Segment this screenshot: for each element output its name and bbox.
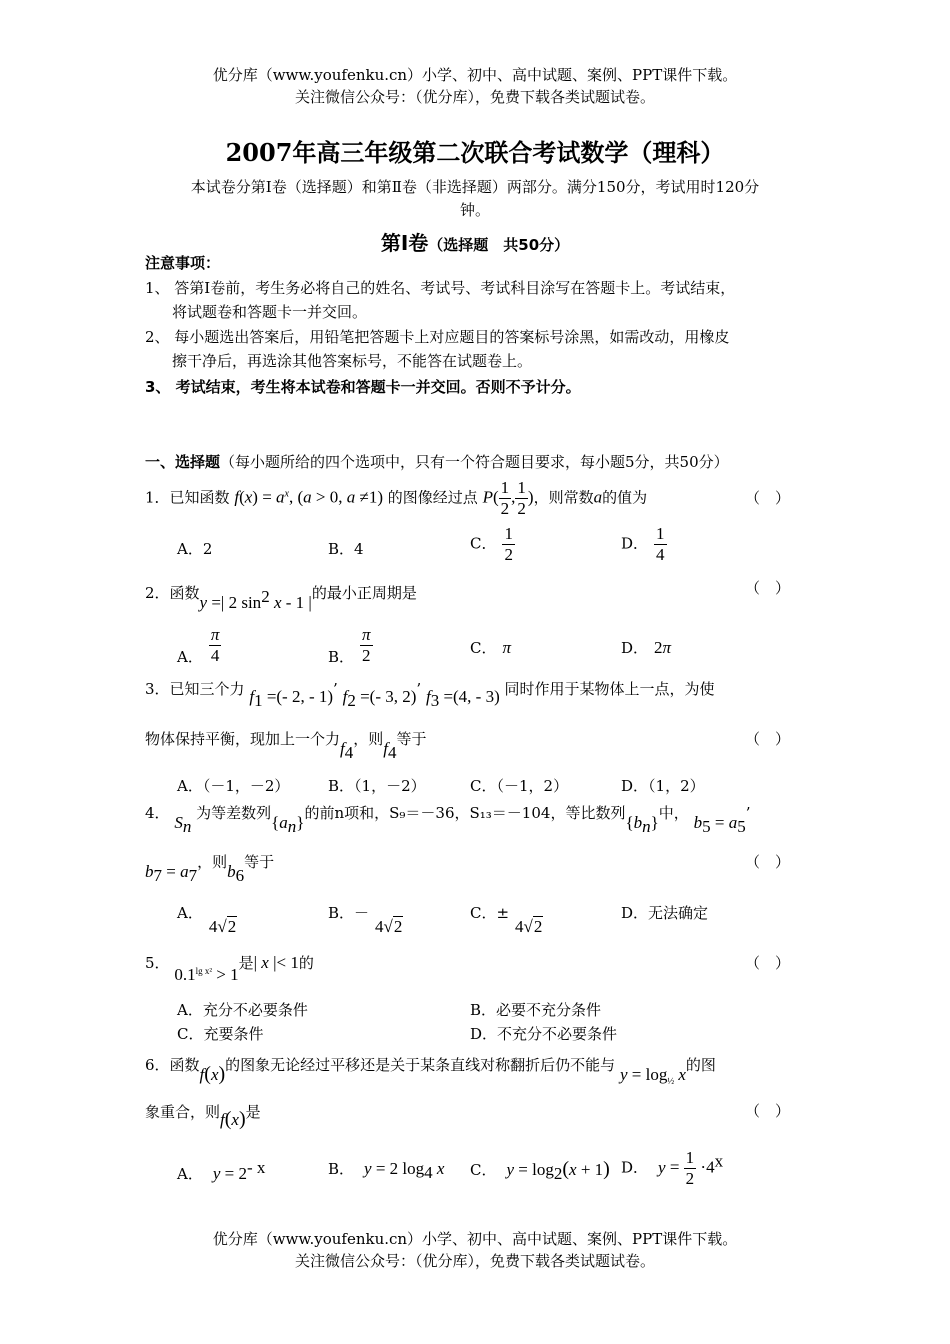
q6-option-a: A． $y = 2^{- x}$	[177, 1158, 266, 1183]
q4-text-e: 等于	[244, 853, 275, 871]
q3-answer-paren: （ ）	[745, 730, 791, 748]
q5-answer-paren: （ ）	[745, 954, 791, 972]
q6-text-c: 的图	[685, 1056, 716, 1074]
note-2-line-a: 2、 每小题选出答案后，用铅笔把答题卡上对应题目的答案标号涂黑，如需改动，用橡皮	[145, 328, 730, 346]
q3-option-d: D．（1，2）	[621, 777, 705, 795]
q4-text-b: 的前n项和，S₉＝－36，S₁₃＝－104，等比数列	[304, 804, 626, 822]
q4-num: 4．	[145, 804, 170, 822]
q5-num: 5．	[145, 954, 170, 972]
q6-text-d: 象重合，则	[145, 1103, 221, 1121]
q6-option-c: C． $y = \log_2(x + 1)$	[470, 1158, 610, 1183]
q6-option-d: D． y = $\frac{1}{2}$ $\cdot 4^x$	[621, 1148, 724, 1188]
q4-answer-paren: （ ）	[745, 853, 791, 871]
header-line-1: 优分库（www.youfenku.cn）小学、初中、高中试题、案例、PPT课件下载。	[212, 66, 738, 84]
question-4-line-2: $b_7 = a_7$，则$b_6$等于	[145, 853, 275, 885]
q3-option-c: C．（－1，2）	[470, 777, 569, 795]
q4-text-a: 为等差数列	[196, 804, 272, 822]
q2-answer-paren: （ ）	[745, 579, 791, 597]
q2-option-a: A． $\frac{\pi}{4}$	[177, 625, 220, 666]
q1-answer-paren: （ ）	[745, 489, 791, 507]
note-3: 3、 考试结束，考生将本试卷和答题卡一并交回。否则不予计分。	[145, 378, 581, 396]
q1-text-a: 1．已知函数	[145, 488, 230, 507]
question-6-line-2: 象重合，则f(x)是	[145, 1103, 261, 1130]
section-title	[0, 227, 950, 256]
q2-option-d: D． 2π	[621, 638, 672, 657]
q1-option-a: A．2	[177, 540, 213, 558]
question-1: 1．已知函数 $f(x) = a^x$, (a > 0, a ≠1) 的图像经过点 P( $\frac{1}{2}$ , $\frac{1}{2}$ )，则常数a的值为	[145, 478, 648, 518]
q3-option-b: B．（1，－2）	[328, 777, 426, 795]
q4-option-b: B．－4√2	[328, 904, 403, 936]
q2-option-b: B． $\frac{\pi}{2}$	[328, 625, 371, 666]
q4-option-c: C．±4√2	[470, 904, 543, 936]
intro-line-2: 钟。	[459, 201, 490, 219]
note-1-line-a: 1、 答第Ⅰ卷前，考生务必将自己的姓名、考试号、考试科目涂写在答题卡上。考试结束，	[145, 279, 736, 297]
note-1-line-b: 将试题卷和答题卡一并交回。	[172, 303, 368, 321]
question-5: 5． $0.1^{lg x^2} > 1$是| x |< 1的	[145, 953, 314, 984]
q5-text-a: 是	[238, 954, 254, 972]
q6-option-b: B． y = 2 $\log_4 x$	[328, 1159, 445, 1182]
q2-text-a: 2．函数	[145, 584, 200, 602]
q5-text-b: 的	[298, 954, 314, 972]
q1-text-d: 的值为	[602, 488, 648, 507]
q2-text-b: 的最小正周期是	[311, 584, 417, 602]
q1-option-d: D． $\frac{1}{4}$	[621, 524, 665, 564]
q3-text-c: 物体保持平衡，现加上一个力	[145, 730, 341, 748]
q4-option-a: A．4√2	[177, 904, 237, 936]
part-one-heading	[145, 451, 729, 472]
footer-line-2: 关注微信公众号：（优分库），免费下载各类试题试卷。	[294, 1252, 655, 1270]
q6-answer-paren: （ ）	[745, 1102, 791, 1120]
q2-option-c: C． π	[470, 638, 512, 657]
q5-option-b: B．必要不充分条件	[470, 1001, 602, 1019]
q6-text-a: 6．函数	[145, 1056, 200, 1074]
part-one-label: 一、选择题	[145, 453, 221, 471]
q3-text-b: 同时作用于某物体上一点，为使	[504, 680, 715, 698]
notes-heading: 注意事项：	[145, 254, 221, 272]
q1-option-b: B．4	[328, 540, 364, 558]
section-title-main: 第Ⅰ卷	[380, 231, 429, 255]
q3-text-e: 等于	[396, 730, 427, 748]
q1-frac-1: $\frac{1}{2}$	[500, 478, 510, 518]
q4-text-d: ，则	[197, 853, 228, 871]
q5-option-d: D．不充分不必要条件	[470, 1025, 618, 1043]
question-4: 4． $S_n$ 为等差数列$\{a_n\}$的前n项和，S₉＝－36，S₁₃＝－104，等比数列$\{b_n\}$中， $b_5 = a_5$’	[145, 804, 751, 836]
q5-option-c: C．充要条件	[177, 1025, 264, 1043]
q3-option-a: A．（－1，－2）	[177, 777, 290, 795]
part-one-desc: （每小题所给的四个选项中，只有一个符合题目要求，每小题5分，共50分）	[220, 453, 729, 471]
question-2: 2．函数y =| 2 $\sin^2 x - 1$ |的最小正周期是	[145, 584, 417, 612]
q4-option-d: D．无法确定	[621, 904, 709, 922]
footer-line-1: 优分库（www.youfenku.cn）小学、初中、高中试题、案例、PPT课件下载。	[212, 1230, 738, 1248]
question-3: 3．已知三个力 $f_1$ =(- 2, - 1)’ $f_2$ =(- 3, 2)’ $f_3 =(4$, - 3) 同时作用于某物体上一点，为使	[145, 680, 715, 710]
intro-line-1: 本试卷分第Ⅰ卷（选择题）和第Ⅱ卷（非选择题）两部分。满分150分，考试用时120分	[190, 178, 760, 196]
q5-option-a: A．充分不必要条件	[177, 1001, 308, 1019]
q1-formula-f: f	[234, 487, 240, 507]
q6-text-b: 的图象无论经过平移还是关于某条直线对称翻折后仍不能与	[225, 1056, 616, 1074]
q6-text-e: 是	[245, 1103, 261, 1121]
q3-text-d: ，则	[353, 730, 384, 748]
q4-text-c: 中，	[658, 804, 689, 822]
page-title: 2007年高三年级第二次联合考试数学（理科）	[225, 138, 725, 167]
section-title-sub: （选择题 共50分）	[428, 236, 570, 254]
q1-frac-2: $\frac{1}{2}$	[517, 478, 526, 518]
q1-text-c: ，则常数	[533, 488, 594, 507]
question-3-line-2: 物体保持平衡，现加上一个力$f_4$，则$f_4$等于	[145, 730, 427, 762]
header-line-2: 关注微信公众号：（优分库），免费下载各类试题试卷。	[294, 88, 655, 106]
q1-text-b: 的图像经过点	[387, 488, 478, 507]
note-2-line-b: 擦干净后，再选涂其他答案标号，不能答在试题卷上。	[172, 352, 533, 370]
q1-option-c: C． $\frac{1}{2}$	[470, 524, 513, 564]
q3-text-a: 3．已知三个力	[145, 680, 245, 698]
question-6: 6．函数f(x)的图象无论经过平移还是关于某条直线对称翻折后仍不能与 $y = \log_{\frac{1}{2}} x$的图	[145, 1056, 716, 1086]
